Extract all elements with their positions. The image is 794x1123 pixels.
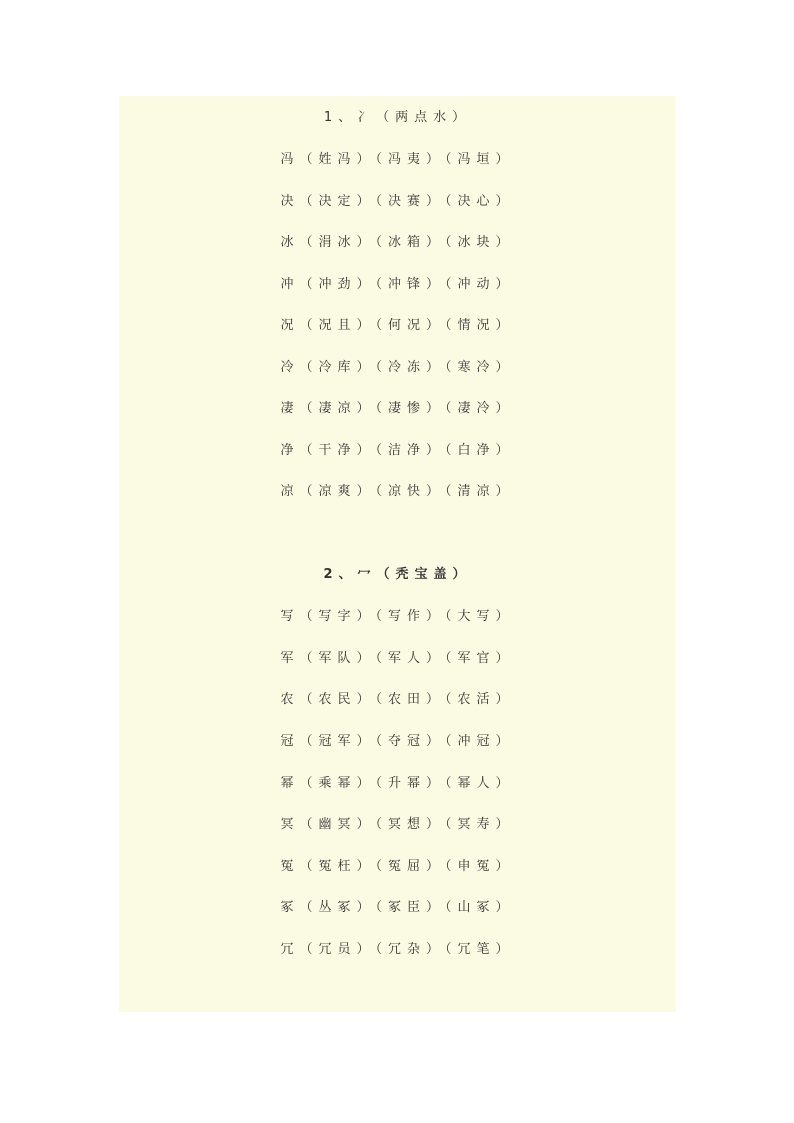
section-1-heading: 1、冫（两点水） [323,110,472,125]
word-row: 冤（冤枉）（冤屈）（申冤） [280,859,515,874]
word-row: 冗（冗员）（冗杂）（冗笔） [280,942,515,957]
word-row: 冰（涓冰）（冰箱）（冰块） [280,235,515,250]
word-row: 决（决定）（决赛）（决心） [280,194,515,209]
word-row: 军（军队）（军人）（军官） [280,651,515,666]
word-row: 农（农民）（农田）（农活） [280,692,515,707]
word-row: 冥（幽冥）（冥想）（冥寿） [280,817,515,832]
word-row: 写（写字）（写作）（大写） [280,609,515,624]
document-page [119,96,676,1012]
word-row: 冲（冲劲）（冲锋）（冲动） [280,277,515,292]
word-row: 冯（姓冯）（冯夷）（冯垣） [280,152,515,167]
word-row: 凄（凄凉）（凄惨）（凄冷） [280,401,515,416]
word-row: 幂（乘幂）（升幂）（幂人） [280,776,515,791]
section-2-heading: 2、冖（秃宝盖） [323,567,472,582]
word-row: 冠（冠军）（夺冠）（冲冠） [280,734,515,749]
word-row: 冢（丛冢）（冢臣）（山冢） [280,900,515,915]
word-row: 凉（凉爽）（凉快）（清凉） [280,484,515,499]
word-row: 净（干净）（洁净）（白净） [280,443,515,458]
word-row: 冷（冷库）（冷冻）（寒冷） [280,360,515,375]
word-row: 况（况且）（何况）（情况） [280,318,515,333]
